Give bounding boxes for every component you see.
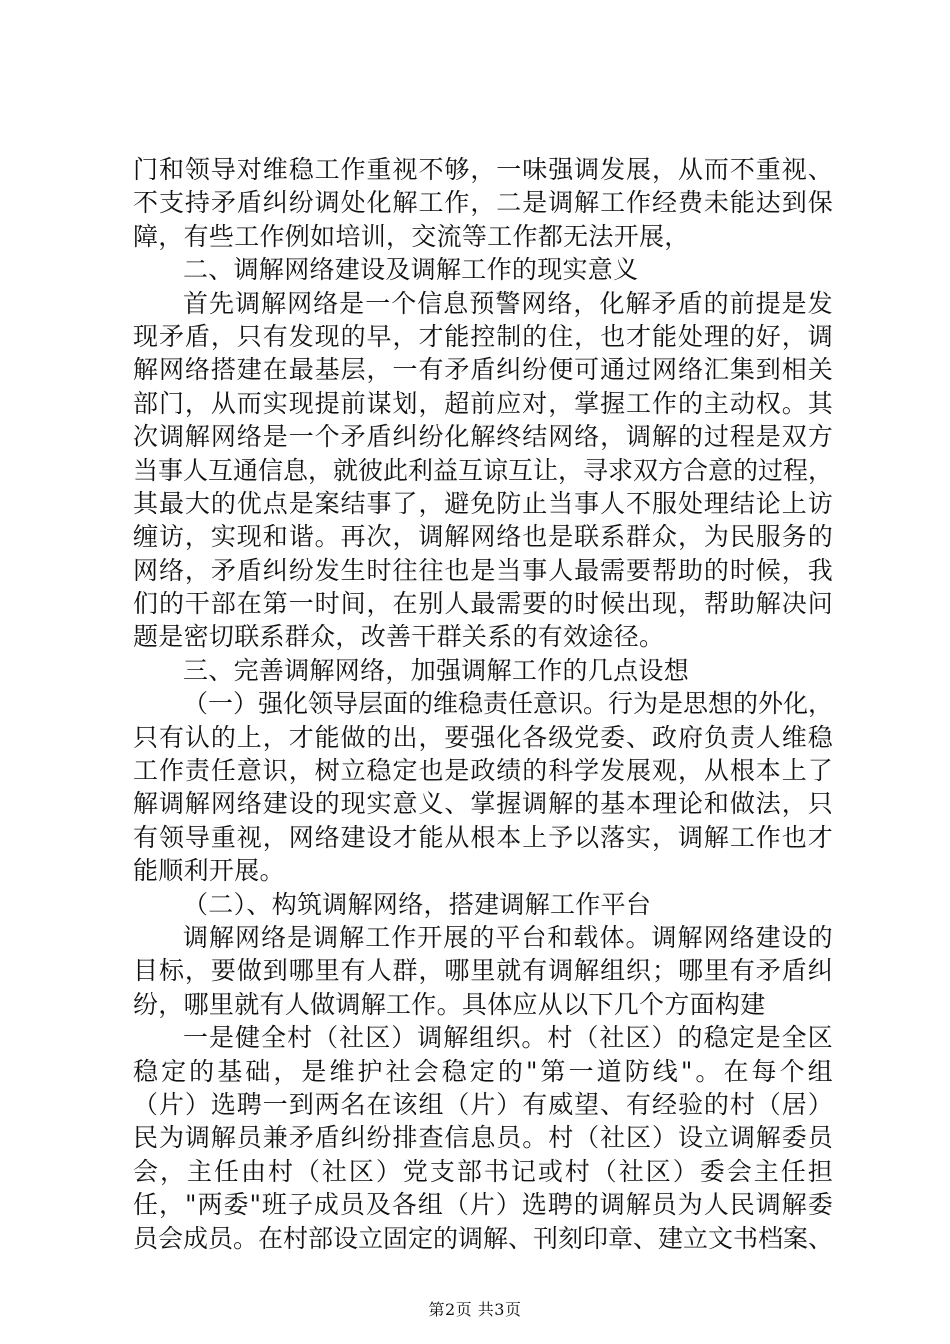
text-line: 不支持矛盾纠纷调处化解工作，二是调解工作经费未能达到保: [133, 188, 833, 218]
text-line: 们的干部在第一时间，在别人最需要的时候出现，帮助解决问: [133, 589, 833, 619]
text-line: 网络，矛盾纠纷发生时往往也是当事人最需要帮助的时候，我: [133, 555, 833, 585]
text-line: 工作责任意识，树立稳定也是政绩的科学发展观，从根本上了: [133, 756, 833, 786]
text-line: 解网络搭建在最基层，一有矛盾纠纷便可通过网络汇集到相关: [133, 355, 833, 385]
text-line: 稳定的基础，是维护社会稳定的"第一道防线"。在每个组: [133, 1056, 833, 1086]
text-line: （一）强化领导层面的维稳责任意识。行为是思想的外化，: [183, 689, 833, 719]
text-line: 门和领导对维稳工作重视不够，一味强调发展，从而不重视、: [133, 155, 833, 184]
text-line: 题是密切联系群众，改善干群关系的有效途径。: [133, 622, 665, 652]
text-line: 部门，从而实现提前谋划，超前应对，掌握工作的主动权。其: [133, 388, 833, 418]
text-line: 目标，要做到哪里有人群，哪里就有调解组织；哪里有矛盾纠: [133, 956, 833, 986]
text-line: （片）选聘一到两名在该组（片）有威望、有经验的村（居）: [133, 1089, 833, 1119]
text-line: 当事人互通信息，就彼此利益互谅互让，寻求双方合意的过程，: [133, 455, 833, 485]
text-line: 会，主任由村（社区）党支部书记或村（社区）委会主任担: [133, 1156, 833, 1186]
text-line: 调解网络是调解工作开展的平台和载体。调解网络建设的: [183, 922, 833, 952]
text-line: 任，"两委"班子成员及各组（片）选聘的调解员为人民调解委: [133, 1190, 833, 1220]
text-line: 首先调解网络是一个信息预警网络，化解矛盾的前提是发: [183, 288, 833, 318]
text-line: （二）、构筑调解网络，搭建调解工作平台: [183, 889, 652, 919]
page-footer: 第2页 共3页: [428, 1300, 522, 1319]
text-line: 次调解网络是一个矛盾纠纷化解终结网络，调解的过程是双方: [133, 422, 833, 452]
text-line: 障，有些工作例如培训，交流等工作都无法开展，: [133, 221, 690, 251]
text-line: 缠访，实现和谐。再次，调解网络也是联系群众，为民服务的: [133, 522, 833, 552]
text-line: 民为调解员兼矛盾纠纷排查信息员。村（社区）设立调解委员: [133, 1123, 833, 1153]
text-line: 三、完善调解网络，加强调解工作的几点设想: [183, 655, 690, 685]
text-line: 纷，哪里就有人做调解工作。具体应从以下几个方面构建: [133, 989, 766, 1019]
text-line: 能顺利开展。: [133, 856, 285, 886]
text-line: 员会成员。在村部设立固定的调解、刊刻印章、建立文书档案、: [133, 1223, 833, 1253]
document-body: [133, 153, 833, 1255]
text-line: 有领导重视，网络建设才能从根本上予以落实，调解工作也才: [133, 822, 833, 852]
text-line: 一是健全村（社区）调解组织。村（社区）的稳定是全区: [183, 1023, 833, 1053]
text-line: 其最大的优点是案结事了，避免防止当事人不服处理结论上访: [133, 488, 833, 518]
text-line: 解调解网络建设的现实意义、掌握调解的基本理论和做法，只: [133, 789, 833, 819]
text-line: 只有认的上，才能做的出，要强化各级党委、政府负责人维稳: [133, 722, 833, 752]
text-line: 现矛盾，只有发现的早，才能控制的住，也才能处理的好，调: [133, 321, 833, 351]
text-line: 二、调解网络建设及调解工作的现实意义: [183, 255, 639, 285]
